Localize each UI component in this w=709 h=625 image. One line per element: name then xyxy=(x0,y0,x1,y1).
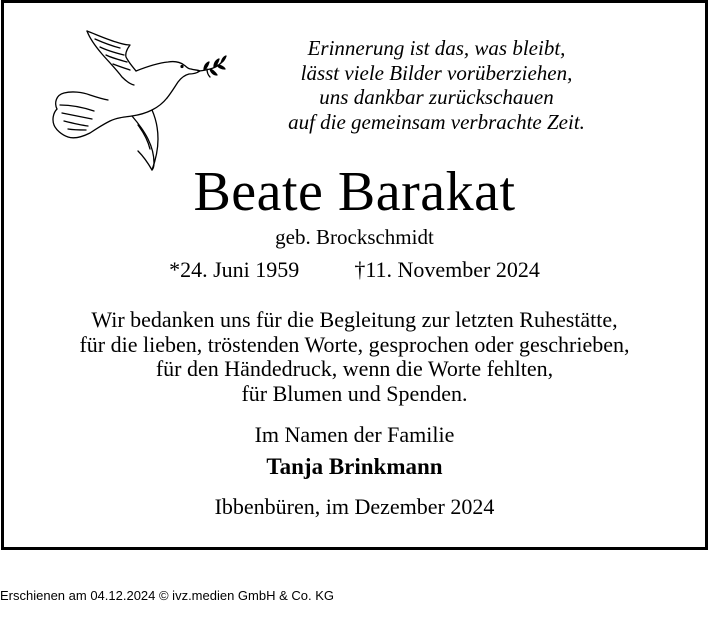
poem-line: auf die gemeinsam verbrachte Zeit. xyxy=(288,109,585,134)
thank-you-text xyxy=(0,308,709,406)
birth-date: *24. Juni 1959 xyxy=(169,257,300,282)
signer-name: Tanja Brinkmann xyxy=(266,454,443,479)
poem-line: uns dankbar zurückschauen xyxy=(319,85,554,109)
maiden-name: geb. Brockschmidt xyxy=(275,225,434,249)
poem-line: lässt viele Bilder vorüberziehen, xyxy=(300,60,573,85)
poem-line: Erinnerung ist das, was bleibt, xyxy=(307,36,566,60)
memorial-poem xyxy=(259,36,614,134)
thanks-line: für Blumen und Spenden. xyxy=(241,380,468,406)
death-date: †11. November 2024 xyxy=(354,257,540,282)
date-spacer xyxy=(299,257,354,282)
dove-with-olive-branch-icon xyxy=(50,29,228,171)
life-dates xyxy=(0,256,709,284)
place-and-date: Ibbenbüren, im Dezember 2024 xyxy=(214,494,495,519)
thanks-line: für die lieben, tröstenden Worte, gesprochen oder geschrieben, xyxy=(79,331,630,357)
publication-footer: Erschienen am 04.12.2024 © ivz.medien GmbH & Co. KG xyxy=(0,588,335,603)
thanks-line: für den Händedruck, wenn die Worte fehlten, xyxy=(155,356,554,381)
deceased-name: Beate Barakat xyxy=(193,161,516,223)
family-intro: Im Namen der Familie xyxy=(254,422,455,447)
thanks-line: Wir bedanken uns für die Begleitung zur letzten Ruhestätte, xyxy=(91,307,618,332)
